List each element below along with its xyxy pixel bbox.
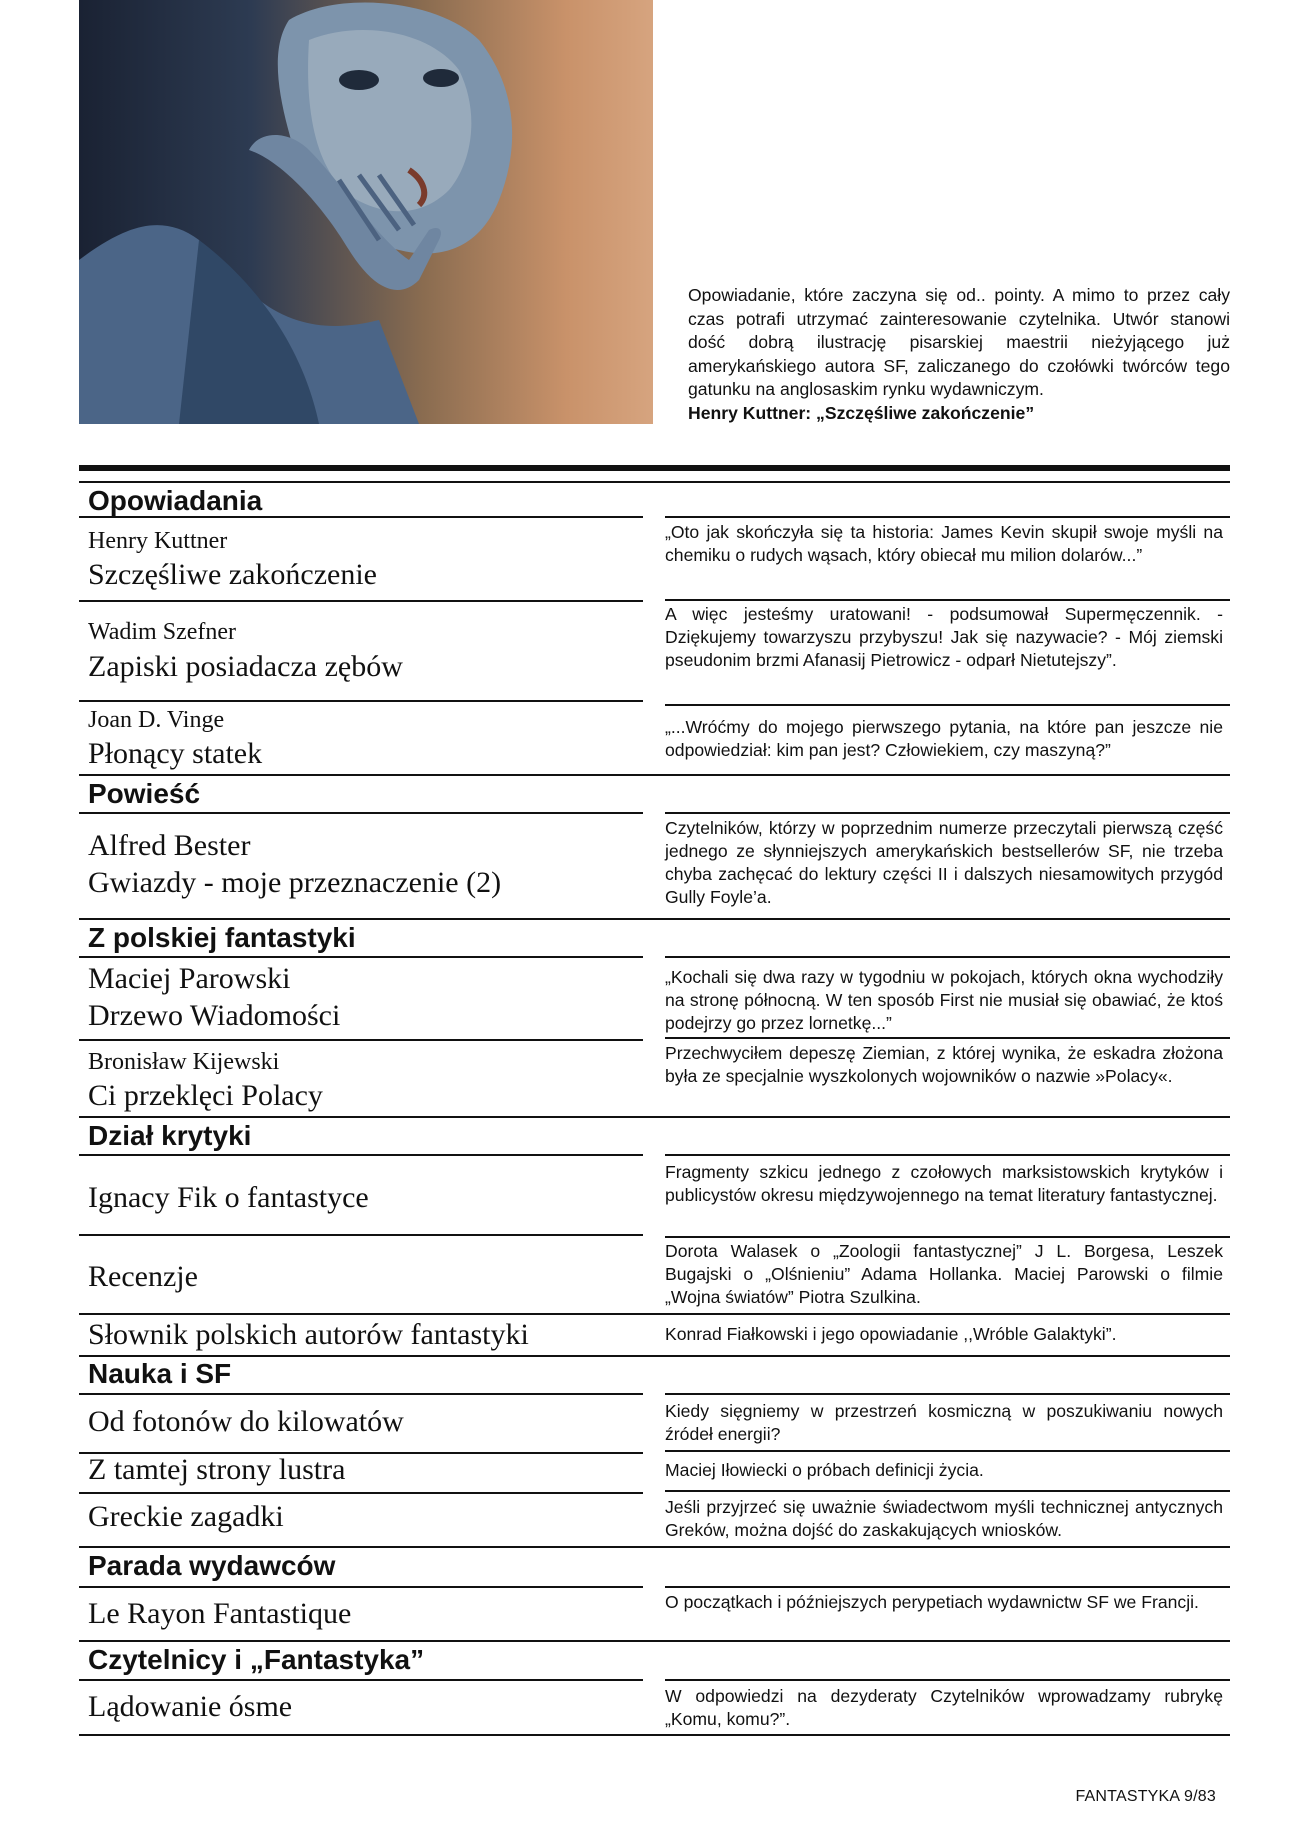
rule [665,1679,1230,1681]
entry-title: Płonący statek [88,737,263,770]
section-opowiadania: Opowiadania [88,485,263,516]
rule [79,1116,1230,1118]
entry-author: Maciej Parowski [88,962,291,995]
entry-title: Słownik polskich autorów fantastyki [88,1318,529,1351]
entry-title: Szczęśliwe zakończenie [88,558,377,591]
rule [665,956,1230,958]
intro-text [688,284,1230,425]
rule [79,918,1230,920]
rule [665,704,1230,706]
rule [665,812,1230,814]
entry-description: Czytelników, którzy w poprzednim numerze przeczytali pierwszą część jednego ze słynniejszych amerykańskich bestsellerów SF, nie trzeba chyba zachęcać do lektury części II i dalszych niesamowitych przygód Gully Foyle’a. [665,818,1223,907]
rule [79,700,643,702]
entry-author: Henry Kuttner [88,528,228,554]
rule [665,1236,1230,1238]
rule [79,1586,643,1588]
section-parada-wydawcow: Parada wydawców [88,1550,336,1581]
entry-title: Recenzje [88,1260,198,1293]
rule [79,481,1230,483]
entry-description: „Oto jak skończyła się ta historia: James Kevin skupił swoje myśli na chemiku o rudych wąsach, który obiecał mu milion dolarów...” [665,522,1223,565]
rule [665,1393,1230,1395]
section-powiesc: Powieść [88,778,201,809]
entry-description: Maciej Iłowiecki o próbach definicji życia. [665,1460,984,1480]
entry-title: Gwiazdy - moje przeznaczenie (2) [88,866,502,899]
rule [665,1490,1230,1492]
rule [79,1679,643,1681]
intro-byline: Henry Kuttner: „Szczęśliwe zakończenie” [688,402,1035,423]
rule [79,1393,643,1395]
entry-author: Joan D. Vinge [88,707,225,733]
entry-description: A więc jesteśmy uratowani! - podsumował Supermęczennik. - Dziękujemy towarzyszu przybyszu! Jak się nazywacie? - Mój ziemski pseudonim brzmi Afanasij Pietrowicz - odparł Nietutejszy”. [665,604,1223,670]
entry-description: Konrad Fiałkowski i jego opowiadanie ,,Wróble Galaktyki”. [665,1324,1117,1344]
entry-title: Greckie zagadki [88,1500,284,1533]
rule [79,1640,1230,1642]
rule [79,1313,1230,1315]
rule [79,1234,643,1236]
rule [665,1586,1230,1588]
page-footer: FANTASTYKA 9/83 [1075,1788,1216,1805]
entry-author: Wadim Szefner [88,619,237,645]
rule [79,600,643,602]
entry-description: Jeśli przyjrzeć się uważnie świadectwom myśli technicznej antycznych Greków, można dojść do zaskakujących wniosków. [665,1497,1223,1540]
entry-title: Z tamtej strony lustra [88,1453,346,1486]
rule [665,599,1230,601]
rule [79,1355,1230,1357]
rule [79,1546,1230,1548]
entry-description: O początkach i późniejszych perypetiach wydawnictw SF we Francji. [665,1592,1199,1612]
entry-description: „...Wróćmy do mojego pierwszego pytania, na które pan jeszcze nie odpowiedział: kim pan jest? Człowiekiem, czy maszyną?” [665,717,1223,760]
entry-description: Przechwyciłem depeszę Ziemian, z której wynika, że eskadra złożona była ze specjalnie wyszkolonych wojowników o nazwie »Polacy«. [665,1043,1223,1086]
rule [665,516,1230,518]
rule [79,1154,643,1156]
rule [79,774,1230,776]
section-nauka-i-sf: Nauka i SF [88,1358,232,1389]
entry-title: Od fotonów do kilowatów [88,1405,404,1438]
cover-illustration [79,0,653,424]
section-z-polskiej-fantastyki: Z polskiej fantastyki [88,922,356,953]
entry-description: „Kochali się dwa razy w tygodniu w pokojach, których okna wychodziły na stronę północną. W ten sposób First nie musiał się obawiać, że ktoś podejrzy go przez lornetkę...” [665,967,1223,1033]
entry-author: Alfred Bester [88,829,251,862]
rule [79,956,643,958]
rule [79,1734,1230,1736]
entry-author: Bronisław Kijewski [88,1049,280,1075]
entry-description: Fragmenty szkicu jednego z czołowych marksistowskich krytyków i publicystów okresu międzywojennego na temat literatury fantastycznej. [665,1162,1223,1205]
rule [79,516,643,518]
rule [79,812,643,814]
rule [665,1450,1230,1452]
entry-title: Le Rayon Fantastique [88,1597,352,1630]
rule [79,1492,643,1494]
rule [665,1037,1230,1039]
entry-title: Lądowanie ósme [88,1690,293,1723]
section-czytelnicy: Czytelnicy i „Fantastyka” [88,1644,425,1675]
entry-title: Zapiski posiadacza zębów [88,650,403,683]
intro-body: Opowiadanie, które zaczyna się od.. pointy. A mimo to przez cały czas potrafi utrzymać zainteresowanie czytelnika. Utwór stanowi dość dobrą ilustrację pisarskiej maestrii nieżyjącego już amerykańskiego autora SF, zaliczanego do czołówki twórców tego gatunku na anglosaskim rynku wydawniczym. [688,285,1230,399]
entry-description: W odpowiedzi na dezyderaty Czytelników wprowadzamy rubrykę „Komu, komu?”. [665,1686,1223,1729]
entry-title: Drzewo Wiadomości [88,999,341,1032]
entry-description: Dorota Walasek o „Zoologii fantastycznej” J L. Borgesa, Leszek Bugajski o „Olśnieniu” Adama Hollanka. Maciej Parowski o filmie „Wojna światów” Piotra Szulkina. [665,1241,1223,1307]
entry-description: Kiedy sięgniemy w przestrzeń kosmiczną w poszukiwaniu nowych źródeł energii? [665,1401,1223,1444]
rule [79,1039,643,1041]
entry-title: Ci przeklęci Polacy [88,1079,323,1112]
entry-title: Ignacy Fik o fantastyce [88,1181,369,1214]
rule [665,1154,1230,1156]
toc-top-rule [79,465,1230,471]
section-dzial-krytyki: Dział krytyki [88,1120,252,1151]
